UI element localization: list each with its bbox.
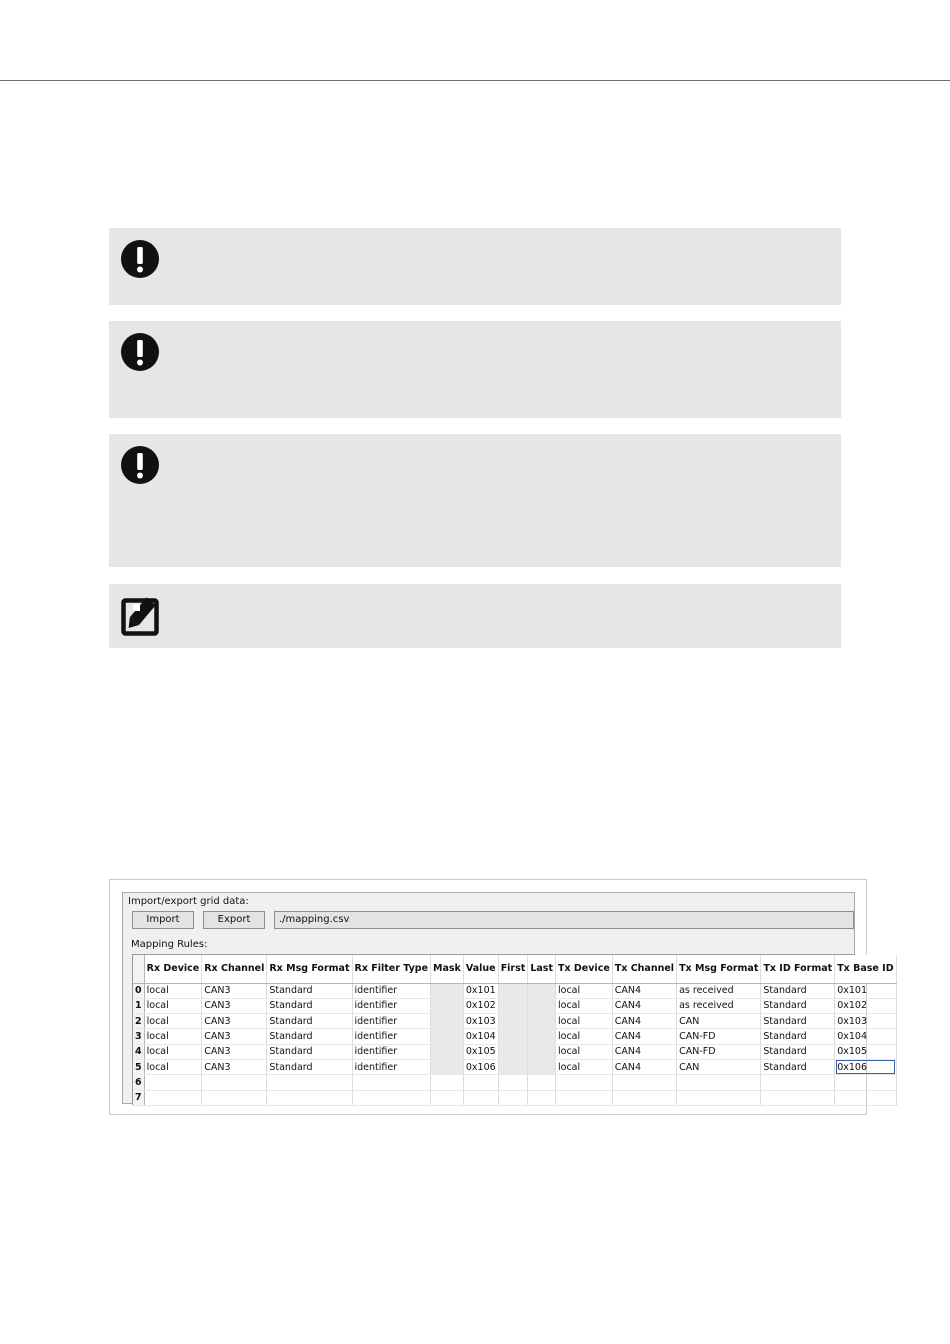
grid-cell[interactable]: 0x101 xyxy=(835,983,896,998)
table-row[interactable] xyxy=(133,1059,896,1074)
grid-cell[interactable] xyxy=(352,1090,431,1105)
grid-cell[interactable]: CAN-FD xyxy=(677,1029,761,1044)
important-callout-3 xyxy=(109,434,841,567)
grid-cell[interactable] xyxy=(677,1090,761,1105)
grid-cell[interactable] xyxy=(528,1090,556,1105)
row-header[interactable]: 6 xyxy=(133,1075,144,1090)
grid-cell[interactable] xyxy=(498,983,528,998)
column-header[interactable]: Value xyxy=(463,955,498,983)
row-header[interactable]: 7 xyxy=(133,1090,144,1105)
grid-cell[interactable] xyxy=(498,1029,528,1044)
table-row[interactable] xyxy=(133,1044,896,1059)
grid-cell[interactable]: 0x104 xyxy=(463,1029,498,1044)
table-row[interactable] xyxy=(133,983,896,998)
header-rule xyxy=(0,80,950,81)
grid-cell[interactable]: Standard xyxy=(761,1059,835,1074)
grid-cell[interactable]: as received xyxy=(677,998,761,1013)
column-header[interactable]: Tx ID Format xyxy=(761,955,835,983)
row-header[interactable]: 4 xyxy=(133,1044,144,1059)
grid-cell[interactable] xyxy=(835,1090,896,1105)
grid-cell[interactable]: local xyxy=(556,998,613,1013)
grid-cell[interactable]: CAN xyxy=(677,1014,761,1029)
column-header[interactable]: Tx Device xyxy=(556,955,613,983)
grid-cell[interactable] xyxy=(528,998,556,1013)
row-header[interactable]: 2 xyxy=(133,1014,144,1029)
mapping-grid[interactable] xyxy=(132,954,894,1105)
grid-cell[interactable] xyxy=(528,1014,556,1029)
grid-cell[interactable] xyxy=(835,1075,896,1090)
grid-cell[interactable] xyxy=(498,1014,528,1029)
grid-cell[interactable]: local xyxy=(556,1044,613,1059)
important-callout-1 xyxy=(109,228,841,305)
grid-cell[interactable] xyxy=(556,1075,613,1090)
mapping-screenshot xyxy=(109,879,894,1115)
grid-cell[interactable] xyxy=(463,1075,498,1090)
grid-cell[interactable] xyxy=(528,983,556,998)
grid-cell[interactable] xyxy=(431,1029,464,1044)
grid-cell[interactable]: Standard xyxy=(761,1014,835,1029)
column-header[interactable]: Rx Channel xyxy=(202,955,267,983)
grid-cell[interactable]: CAN3 xyxy=(202,983,267,998)
column-header[interactable]: Rx Filter Type xyxy=(352,955,431,983)
grid-cell[interactable]: 0x106 xyxy=(463,1059,498,1074)
table-row[interactable] xyxy=(133,1090,896,1105)
row-header[interactable]: 3 xyxy=(133,1029,144,1044)
grid-cell[interactable]: CAN4 xyxy=(612,1044,676,1059)
grid-cell[interactable]: CAN-FD xyxy=(677,1044,761,1059)
grid-cell[interactable]: 0x105 xyxy=(463,1044,498,1059)
grid-cell[interactable] xyxy=(761,1090,835,1105)
grid-cell[interactable]: identifier xyxy=(352,1014,431,1029)
grid-cell[interactable]: local xyxy=(144,1029,202,1044)
grid-cell[interactable]: local xyxy=(556,1029,613,1044)
mapping-panel xyxy=(122,892,894,1104)
grid-cell[interactable] xyxy=(431,1014,464,1029)
grid-cell[interactable]: CAN4 xyxy=(612,1059,676,1074)
column-header[interactable]: Tx Base ID xyxy=(835,955,896,983)
table-row[interactable] xyxy=(133,1029,896,1044)
exclamation-icon xyxy=(121,333,159,371)
header-row xyxy=(133,955,896,983)
grid-cell[interactable]: Standard xyxy=(267,998,352,1013)
grid-cell[interactable]: Standard xyxy=(267,1014,352,1029)
grid-cell[interactable] xyxy=(498,998,528,1013)
grid-cell[interactable]: 0x103 xyxy=(835,1014,896,1029)
file-path-field[interactable]: ./mapping.csv xyxy=(274,911,854,929)
row-header[interactable]: 5 xyxy=(133,1059,144,1074)
import-export-label: Import/export grid data: xyxy=(128,896,249,907)
grid-cell[interactable] xyxy=(677,1075,761,1090)
grid-cell[interactable]: Standard xyxy=(267,1059,352,1074)
grid-cell[interactable] xyxy=(431,998,464,1013)
grid-cell[interactable] xyxy=(528,1075,556,1090)
grid-cell[interactable]: CAN4 xyxy=(612,998,676,1013)
grid-cell[interactable]: identifier xyxy=(352,1044,431,1059)
grid-cell[interactable] xyxy=(612,1075,676,1090)
grid-cell[interactable] xyxy=(352,1075,431,1090)
grid-cell[interactable] xyxy=(556,1090,613,1105)
grid-cell[interactable]: local xyxy=(556,1014,613,1029)
grid-cell[interactable] xyxy=(431,1059,464,1074)
grid-cell[interactable] xyxy=(761,1075,835,1090)
grid-cell[interactable]: Standard xyxy=(761,1029,835,1044)
grid-cell[interactable]: CAN4 xyxy=(612,1014,676,1029)
column-header[interactable]: Mask xyxy=(431,955,464,983)
exclamation-icon xyxy=(121,446,159,484)
grid-cell[interactable]: CAN4 xyxy=(612,983,676,998)
table-row[interactable] xyxy=(133,1075,896,1090)
export-button[interactable]: Export xyxy=(203,911,265,929)
grid-cell[interactable]: Standard xyxy=(761,983,835,998)
grid-cell[interactable]: local xyxy=(556,1059,613,1074)
exclamation-icon xyxy=(121,240,159,278)
grid-cell[interactable]: 0x104 xyxy=(835,1029,896,1044)
grid-cell[interactable] xyxy=(431,1044,464,1059)
import-button[interactable]: Import xyxy=(132,911,194,929)
grid-cell[interactable]: identifier xyxy=(352,1059,431,1074)
grid-cell[interactable]: CAN4 xyxy=(612,1029,676,1044)
column-header[interactable]: Last xyxy=(528,955,556,983)
note-callout xyxy=(109,584,841,648)
grid-cell[interactable]: Standard xyxy=(267,983,352,998)
grid-cell[interactable] xyxy=(267,1075,352,1090)
column-header[interactable]: Tx Channel xyxy=(612,955,676,983)
column-header[interactable]: First xyxy=(498,955,528,983)
grid-cell[interactable] xyxy=(463,1090,498,1105)
grid-cell[interactable]: identifier xyxy=(352,998,431,1013)
grid-cell[interactable]: Standard xyxy=(267,1044,352,1059)
grid-cell[interactable]: CAN3 xyxy=(202,1059,267,1074)
grid-cell[interactable] xyxy=(202,1075,267,1090)
grid-cell[interactable]: CAN3 xyxy=(202,1044,267,1059)
grid-cell[interactable]: CAN xyxy=(677,1059,761,1074)
grid-cell[interactable]: 0x103 xyxy=(463,1014,498,1029)
table-row[interactable] xyxy=(133,1014,896,1029)
grid-cell[interactable]: CAN3 xyxy=(202,1014,267,1029)
grid-cell[interactable] xyxy=(267,1090,352,1105)
grid-cell[interactable]: local xyxy=(144,998,202,1013)
column-header[interactable]: Rx Msg Format xyxy=(267,955,352,983)
grid-cell[interactable] xyxy=(498,1090,528,1105)
grid-cell[interactable] xyxy=(431,1090,464,1105)
grid-cell[interactable]: 0x101 xyxy=(463,983,498,998)
grid-cell[interactable]: identifier xyxy=(352,983,431,998)
grid-cell[interactable] xyxy=(612,1090,676,1105)
grid-cell[interactable]: CAN3 xyxy=(202,1029,267,1044)
grid-cell[interactable]: 0x105 xyxy=(835,1044,896,1059)
important-callout-2 xyxy=(109,321,841,418)
grid-cell[interactable] xyxy=(144,1075,202,1090)
row-header[interactable]: 1 xyxy=(133,998,144,1013)
column-header[interactable]: Tx Msg Format xyxy=(677,955,761,983)
grid-cell[interactable]: local xyxy=(144,983,202,998)
grid-cell[interactable]: identifier xyxy=(352,1029,431,1044)
grid-cell[interactable]: local xyxy=(144,1059,202,1074)
table-row[interactable] xyxy=(133,998,896,1013)
column-header[interactable]: Rx Device xyxy=(144,955,202,983)
grid-cell[interactable]: 0x102 xyxy=(463,998,498,1013)
row-header[interactable]: 0 xyxy=(133,983,144,998)
grid-cell[interactable]: Standard xyxy=(267,1029,352,1044)
grid-cell[interactable]: 0x106 xyxy=(835,1059,896,1074)
grid-cell[interactable] xyxy=(528,1059,556,1074)
grid-cell[interactable]: CAN3 xyxy=(202,998,267,1013)
grid-cell[interactable] xyxy=(498,1075,528,1090)
note-pencil-icon xyxy=(121,596,159,634)
grid-cell[interactable] xyxy=(431,1075,464,1090)
grid-cell[interactable]: local xyxy=(144,1014,202,1029)
grid-cell[interactable]: Standard xyxy=(761,1044,835,1059)
grid-cell[interactable] xyxy=(202,1090,267,1105)
grid-cell[interactable] xyxy=(498,1044,528,1059)
mapping-table xyxy=(133,955,897,1106)
grid-cell[interactable] xyxy=(431,983,464,998)
mapping-rules-label: Mapping Rules: xyxy=(131,939,208,950)
grid-cell[interactable]: local xyxy=(144,1044,202,1059)
grid-cell[interactable] xyxy=(498,1059,528,1074)
grid-cell[interactable]: 0x102 xyxy=(835,998,896,1013)
grid-cell[interactable] xyxy=(528,1029,556,1044)
grid-cell[interactable]: as received xyxy=(677,983,761,998)
grid-cell[interactable] xyxy=(528,1044,556,1059)
grid-cell[interactable]: local xyxy=(556,983,613,998)
corner-cell xyxy=(133,955,144,983)
grid-cell[interactable] xyxy=(144,1090,202,1105)
grid-cell[interactable]: Standard xyxy=(761,998,835,1013)
